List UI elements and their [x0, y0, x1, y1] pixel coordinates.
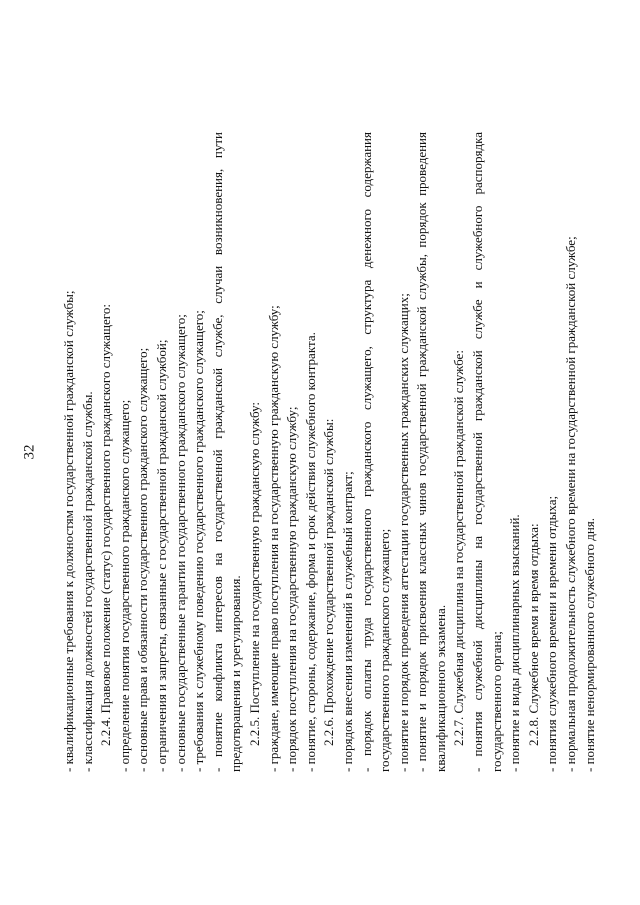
- section-heading-2-2-7: 2.2.7. Служебная дисциплина на государственной гражданской службе:: [451, 350, 467, 746]
- text-line-21: квалификационного экзамена.: [432, 604, 448, 772]
- text-line-14: - понятие, стороны, содержание, форма и срок действия служебного контракта.: [302, 332, 318, 772]
- text-line-7: - основные государственные гарантии государственного гражданского служащего;: [172, 314, 188, 772]
- text-line-1: - квалификационные требования к должностям государственной гражданской службы;: [61, 290, 76, 772]
- text-line-29: - понятие ненормированного служебного дня.: [581, 517, 597, 772]
- text-line-16: - порядок внесения изменений в служебный контракт;: [339, 471, 355, 772]
- text-line-6: - ограничения и запреты, связанные с государственной гражданской службой;: [153, 339, 169, 772]
- text-line-10: предотвращения и урегулирования.: [228, 575, 244, 772]
- text-line-17: - порядок оплаты труда государственного гражданского служащего, структура денежного содержания: [358, 132, 374, 772]
- text-line-23: - понятия служебной дисциплины на государственной гражданской службе и служебного распорядка: [470, 132, 486, 772]
- text-line-5: - основные права и обязанности государственного гражданского служащего;: [135, 347, 151, 772]
- section-heading-2-2-6: 2.2.6. Прохождение государственной гражданской службы:: [321, 418, 337, 746]
- text-line-4: - определение понятия государственного гражданского служащего;: [116, 399, 132, 772]
- text-line-12: - граждане, имеющие право поступления на государственную гражданскую службу;: [265, 305, 281, 772]
- text-line-9: - понятие конфликта интересов на государственной гражданской службе, случаи возникновения, пути: [209, 132, 225, 772]
- rotated-text-block: [60, 132, 597, 772]
- text-line-25: - понятие и виды дисциплинарных взысканий.: [507, 514, 523, 772]
- text-line-2: - классификация должностей государственной гражданской службы.: [79, 391, 95, 772]
- text-line-28: - нормальная продолжительность служебного времени на государственной гражданской службе;: [563, 236, 579, 772]
- text-line-24: государственного органа;: [488, 631, 504, 772]
- text-line-18: государственного гражданского служащего;: [377, 528, 393, 772]
- text-line-8: - требования к служебному поведению государственного гражданского служащего;: [191, 310, 207, 772]
- section-heading-2-2-8: 2.2.8. Служебное время и время отдыха:: [525, 523, 541, 746]
- text-line-13: - порядок поступления на государственную гражданскую службу;: [284, 406, 300, 772]
- text-line-20: - понятие и порядок присвоения классных чинов государственной гражданской службы, порядок проведения: [414, 132, 430, 772]
- document-body: [60, 132, 599, 772]
- text-line-27: - понятия служебного времени и времени отдыха;: [544, 495, 560, 772]
- section-heading-2-2-4: 2.2.4. Правовое положение (статус) государственного гражданского служащего:: [98, 304, 114, 746]
- text-line-19: - понятие и порядок проведения аттестации государственных гражданских служащих;: [395, 293, 411, 772]
- section-heading-2-2-5: 2.2.5. Поступление на государственную гражданскую службу:: [246, 401, 262, 746]
- page-number: 32: [21, 444, 38, 460]
